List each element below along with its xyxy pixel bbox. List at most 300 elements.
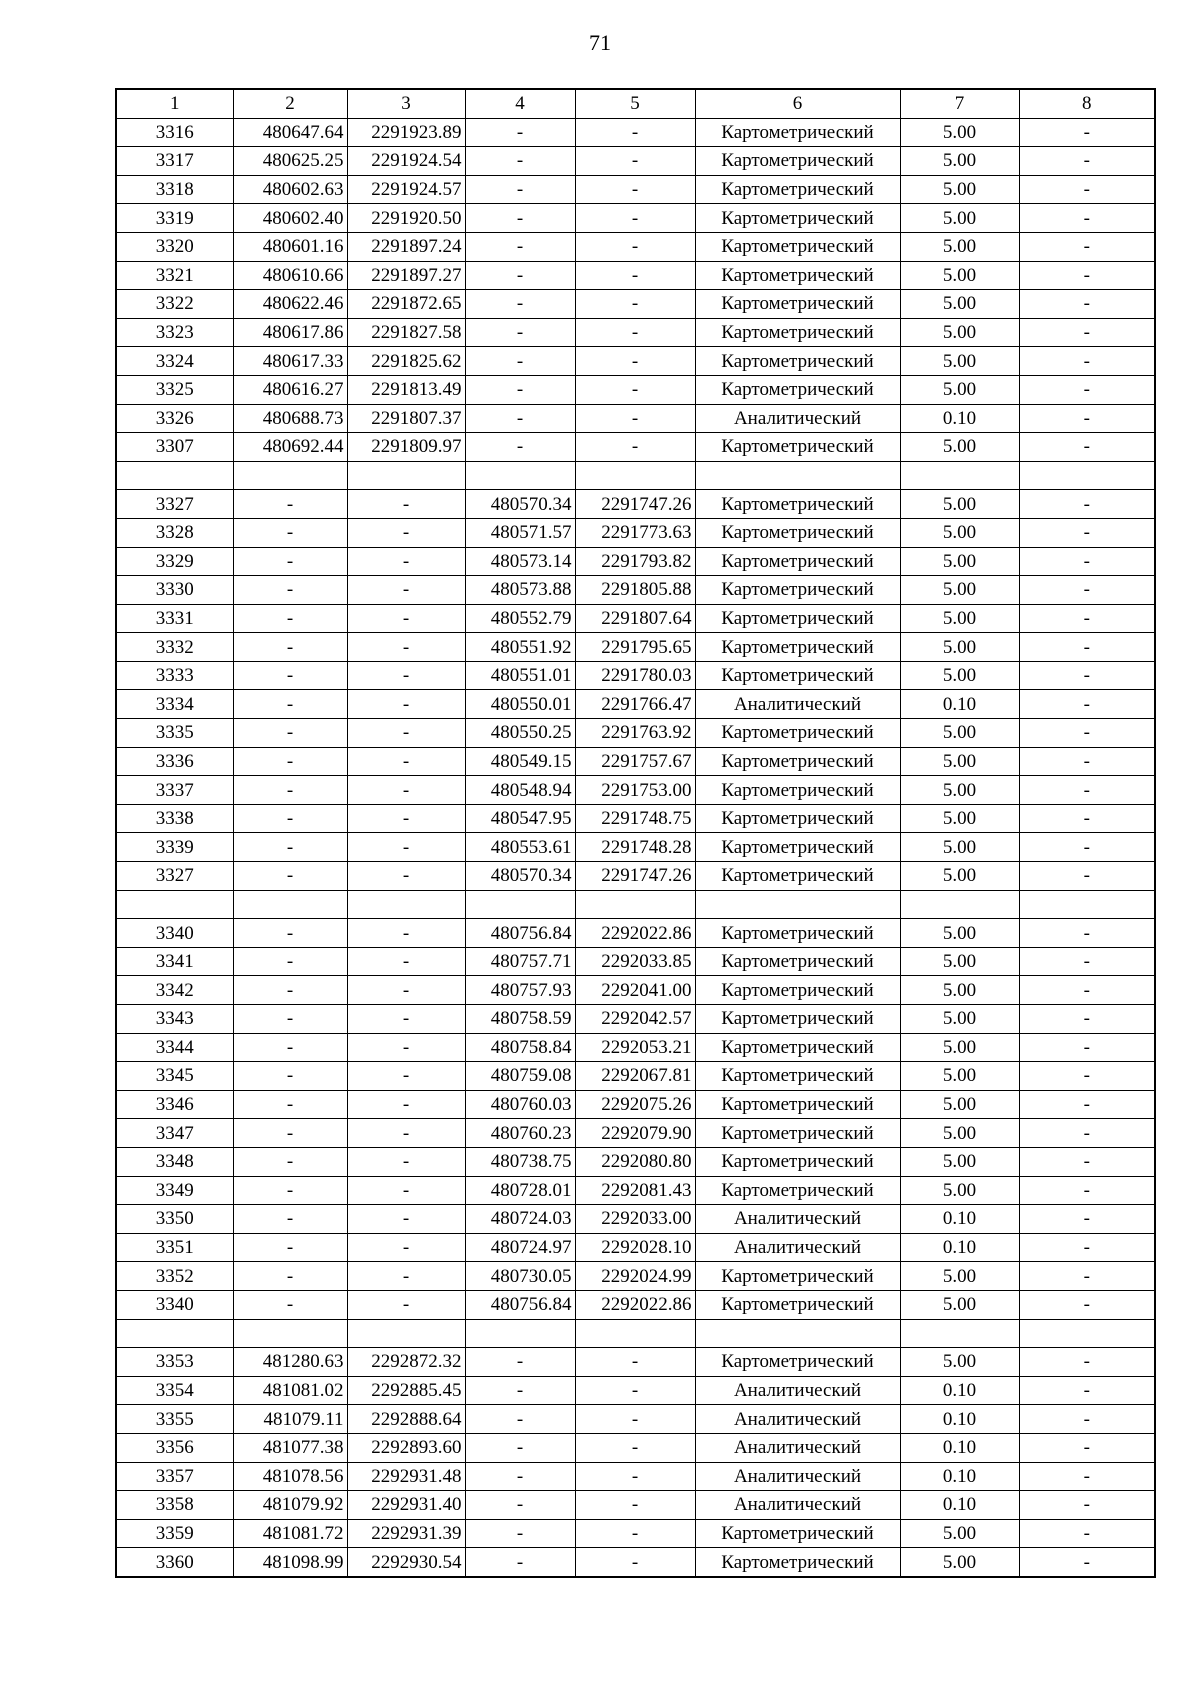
- accuracy-cell: 5.00: [900, 1348, 1019, 1377]
- y-new-cell: 2291747.26: [575, 490, 695, 519]
- y-new-cell: 2292075.26: [575, 1090, 695, 1119]
- x-coordinate-cell: 481077.38: [233, 1433, 347, 1462]
- x-coordinate-cell: -: [233, 547, 347, 576]
- method-cell: Картометрический: [695, 375, 900, 404]
- accuracy-cell: 0.10: [900, 1433, 1019, 1462]
- x-new-cell: 480571.57: [465, 518, 575, 547]
- accuracy-cell: 0.10: [900, 404, 1019, 433]
- point-number-cell: 3355: [116, 1405, 233, 1434]
- note-cell: -: [1019, 1462, 1155, 1491]
- column-header: 7: [900, 89, 1019, 118]
- accuracy-cell: 5.00: [900, 290, 1019, 319]
- x-coordinate-cell: 481079.11: [233, 1405, 347, 1434]
- table-row: [116, 747, 1155, 776]
- x-new-cell: -: [465, 204, 575, 233]
- y-coordinate-cell: 2291827.58: [347, 318, 465, 347]
- y-coordinate-cell: -: [347, 1033, 465, 1062]
- column-header: 8: [1019, 89, 1155, 118]
- x-new-cell: 480759.08: [465, 1062, 575, 1091]
- point-number-cell: 3341: [116, 947, 233, 976]
- accuracy-cell: [900, 461, 1019, 490]
- x-coordinate-cell: 480647.64: [233, 118, 347, 147]
- x-coordinate-cell: -: [233, 919, 347, 948]
- x-coordinate-cell: 480602.40: [233, 204, 347, 233]
- y-new-cell: 2292041.00: [575, 976, 695, 1005]
- table-row: [116, 490, 1155, 519]
- y-coordinate-cell: [347, 1319, 465, 1348]
- table-row: [116, 1262, 1155, 1291]
- x-new-cell: 480758.84: [465, 1033, 575, 1062]
- x-coordinate-cell: -: [233, 747, 347, 776]
- method-cell: Картометрический: [695, 433, 900, 462]
- x-coordinate-cell: -: [233, 1290, 347, 1319]
- table-row: [116, 1519, 1155, 1548]
- table-row: [116, 1062, 1155, 1091]
- method-cell: Картометрический: [695, 804, 900, 833]
- note-cell: -: [1019, 347, 1155, 376]
- x-new-cell: -: [465, 1376, 575, 1405]
- y-new-cell: 2292033.85: [575, 947, 695, 976]
- table-row: [116, 1462, 1155, 1491]
- x-coordinate-cell: 481280.63: [233, 1348, 347, 1377]
- x-coordinate-cell: -: [233, 690, 347, 719]
- y-coordinate-cell: 2291809.97: [347, 433, 465, 462]
- x-new-cell: -: [465, 433, 575, 462]
- y-new-cell: -: [575, 232, 695, 261]
- y-coordinate-cell: [347, 890, 465, 919]
- point-number-cell: 3324: [116, 347, 233, 376]
- y-new-cell: -: [575, 1462, 695, 1491]
- accuracy-cell: 5.00: [900, 547, 1019, 576]
- note-cell: -: [1019, 1090, 1155, 1119]
- note-cell: -: [1019, 1548, 1155, 1577]
- note-cell: -: [1019, 175, 1155, 204]
- method-cell: Картометрический: [695, 518, 900, 547]
- note-cell: -: [1019, 862, 1155, 891]
- x-new-cell: [465, 1319, 575, 1348]
- y-coordinate-cell: -: [347, 1233, 465, 1262]
- table-row: [116, 833, 1155, 862]
- method-cell: Картометрический: [695, 118, 900, 147]
- accuracy-cell: 5.00: [900, 1548, 1019, 1577]
- table-row: [116, 804, 1155, 833]
- accuracy-cell: 5.00: [900, 1262, 1019, 1291]
- accuracy-cell: 5.00: [900, 776, 1019, 805]
- x-new-cell: 480570.34: [465, 490, 575, 519]
- method-cell: Картометрический: [695, 833, 900, 862]
- y-coordinate-cell: -: [347, 776, 465, 805]
- column-header: 6: [695, 89, 900, 118]
- column-header: 4: [465, 89, 575, 118]
- y-new-cell: -: [575, 175, 695, 204]
- method-cell: Картометрический: [695, 1147, 900, 1176]
- table-row: [116, 232, 1155, 261]
- y-new-cell: -: [575, 261, 695, 290]
- y-new-cell: 2292024.99: [575, 1262, 695, 1291]
- note-cell: -: [1019, 1005, 1155, 1034]
- table-row: [116, 547, 1155, 576]
- accuracy-cell: 5.00: [900, 1176, 1019, 1205]
- accuracy-cell: 5.00: [900, 1119, 1019, 1148]
- table-row: [116, 1491, 1155, 1520]
- table-row: [116, 147, 1155, 176]
- method-cell: Картометрический: [695, 633, 900, 662]
- x-new-cell: -: [465, 1519, 575, 1548]
- y-coordinate-cell: -: [347, 719, 465, 748]
- method-cell: Картометрический: [695, 347, 900, 376]
- method-cell: Картометрический: [695, 976, 900, 1005]
- x-new-cell: 480760.03: [465, 1090, 575, 1119]
- x-coordinate-cell: -: [233, 833, 347, 862]
- point-number-cell: 3343: [116, 1005, 233, 1034]
- x-new-cell: -: [465, 404, 575, 433]
- x-coordinate-cell: -: [233, 1205, 347, 1234]
- note-cell: -: [1019, 833, 1155, 862]
- y-coordinate-cell: -: [347, 1262, 465, 1291]
- point-number-cell: 3332: [116, 633, 233, 662]
- accuracy-cell: 5.00: [900, 490, 1019, 519]
- x-new-cell: 480738.75: [465, 1147, 575, 1176]
- y-new-cell: 2291773.63: [575, 518, 695, 547]
- x-new-cell: 480551.01: [465, 661, 575, 690]
- point-number-cell: 3346: [116, 1090, 233, 1119]
- table-row: [116, 947, 1155, 976]
- x-coordinate-cell: -: [233, 804, 347, 833]
- y-new-cell: -: [575, 147, 695, 176]
- x-coordinate-cell: -: [233, 1005, 347, 1034]
- note-cell: -: [1019, 804, 1155, 833]
- method-cell: Картометрический: [695, 1119, 900, 1148]
- table-row: [116, 1205, 1155, 1234]
- y-new-cell: -: [575, 290, 695, 319]
- y-new-cell: -: [575, 1376, 695, 1405]
- y-coordinate-cell: -: [347, 633, 465, 662]
- y-coordinate-cell: -: [347, 833, 465, 862]
- x-new-cell: -: [465, 147, 575, 176]
- accuracy-cell: 0.10: [900, 1205, 1019, 1234]
- table-row: [116, 576, 1155, 605]
- accuracy-cell: 5.00: [900, 1062, 1019, 1091]
- table-row: [116, 1119, 1155, 1148]
- accuracy-cell: 5.00: [900, 976, 1019, 1005]
- x-coordinate-cell: -: [233, 633, 347, 662]
- y-new-cell: -: [575, 1348, 695, 1377]
- x-coordinate-cell: -: [233, 576, 347, 605]
- x-coordinate-cell: -: [233, 1033, 347, 1062]
- point-number-cell: 3333: [116, 661, 233, 690]
- x-new-cell: -: [465, 1548, 575, 1577]
- x-new-cell: 480549.15: [465, 747, 575, 776]
- note-cell: -: [1019, 1033, 1155, 1062]
- x-coordinate-cell: 480617.33: [233, 347, 347, 376]
- x-new-cell: 480548.94: [465, 776, 575, 805]
- table-row: [116, 175, 1155, 204]
- point-number-cell: 3353: [116, 1348, 233, 1377]
- note-cell: -: [1019, 118, 1155, 147]
- y-coordinate-cell: 2291924.57: [347, 175, 465, 204]
- method-cell: Аналитический: [695, 690, 900, 719]
- point-number-cell: 3327: [116, 490, 233, 519]
- x-new-cell: 480757.93: [465, 976, 575, 1005]
- y-coordinate-cell: 2291924.54: [347, 147, 465, 176]
- x-coordinate-cell: -: [233, 604, 347, 633]
- note-cell: [1019, 461, 1155, 490]
- x-new-cell: 480728.01: [465, 1176, 575, 1205]
- method-cell: Картометрический: [695, 147, 900, 176]
- y-new-cell: 2292080.80: [575, 1147, 695, 1176]
- y-new-cell: -: [575, 1491, 695, 1520]
- note-cell: -: [1019, 776, 1155, 805]
- accuracy-cell: 0.10: [900, 1405, 1019, 1434]
- point-number-cell: 3356: [116, 1433, 233, 1462]
- y-coordinate-cell: 2292893.60: [347, 1433, 465, 1462]
- x-new-cell: 480760.23: [465, 1119, 575, 1148]
- note-cell: -: [1019, 1233, 1155, 1262]
- point-number-cell: 3334: [116, 690, 233, 719]
- accuracy-cell: 5.00: [900, 1519, 1019, 1548]
- table-row: [116, 890, 1155, 919]
- y-coordinate-cell: -: [347, 690, 465, 719]
- x-new-cell: 480756.84: [465, 1290, 575, 1319]
- x-coordinate-cell: 480625.25: [233, 147, 347, 176]
- column-header: 1: [116, 89, 233, 118]
- x-coordinate-cell: -: [233, 719, 347, 748]
- y-new-cell: -: [575, 1519, 695, 1548]
- y-coordinate-cell: 2291872.65: [347, 290, 465, 319]
- x-new-cell: -: [465, 175, 575, 204]
- point-number-cell: 3316: [116, 118, 233, 147]
- y-coordinate-cell: 2292931.48: [347, 1462, 465, 1491]
- y-coordinate-cell: -: [347, 862, 465, 891]
- note-cell: -: [1019, 1205, 1155, 1234]
- note-cell: -: [1019, 1119, 1155, 1148]
- method-cell: Картометрический: [695, 1033, 900, 1062]
- note-cell: -: [1019, 1491, 1155, 1520]
- note-cell: -: [1019, 690, 1155, 719]
- x-new-cell: -: [465, 1433, 575, 1462]
- note-cell: -: [1019, 919, 1155, 948]
- method-cell: Картометрический: [695, 1062, 900, 1091]
- y-coordinate-cell: 2291923.89: [347, 118, 465, 147]
- y-coordinate-cell: -: [347, 976, 465, 1005]
- accuracy-cell: 5.00: [900, 118, 1019, 147]
- note-cell: -: [1019, 518, 1155, 547]
- note-cell: -: [1019, 719, 1155, 748]
- table-row: [116, 1090, 1155, 1119]
- point-number-cell: 3360: [116, 1548, 233, 1577]
- accuracy-cell: 5.00: [900, 318, 1019, 347]
- x-new-cell: 480573.14: [465, 547, 575, 576]
- x-coordinate-cell: 480601.16: [233, 232, 347, 261]
- point-number-cell: 3347: [116, 1119, 233, 1148]
- method-cell: Картометрический: [695, 719, 900, 748]
- point-number-cell: 3317: [116, 147, 233, 176]
- accuracy-cell: 5.00: [900, 1290, 1019, 1319]
- y-coordinate-cell: 2291807.37: [347, 404, 465, 433]
- column-header: 2: [233, 89, 347, 118]
- x-coordinate-cell: -: [233, 1176, 347, 1205]
- y-coordinate-cell: 2292931.39: [347, 1519, 465, 1548]
- page-number: 71: [589, 30, 611, 55]
- x-coordinate-cell: 480622.46: [233, 290, 347, 319]
- point-number-cell: 3329: [116, 547, 233, 576]
- x-new-cell: 480730.05: [465, 1262, 575, 1291]
- table-row: [116, 204, 1155, 233]
- method-cell: Аналитический: [695, 1462, 900, 1491]
- x-coordinate-cell: -: [233, 1233, 347, 1262]
- x-new-cell: -: [465, 1462, 575, 1491]
- x-coordinate-cell: -: [233, 1119, 347, 1148]
- note-cell: -: [1019, 747, 1155, 776]
- accuracy-cell: 0.10: [900, 1462, 1019, 1491]
- y-coordinate-cell: 2291897.24: [347, 232, 465, 261]
- note-cell: -: [1019, 576, 1155, 605]
- method-cell: [695, 890, 900, 919]
- y-coordinate-cell: -: [347, 661, 465, 690]
- y-coordinate-cell: -: [347, 747, 465, 776]
- x-new-cell: 480552.79: [465, 604, 575, 633]
- y-coordinate-cell: -: [347, 490, 465, 519]
- point-number-cell: 3342: [116, 976, 233, 1005]
- accuracy-cell: 5.00: [900, 1033, 1019, 1062]
- y-coordinate-cell: -: [347, 1290, 465, 1319]
- method-cell: Картометрический: [695, 204, 900, 233]
- y-new-cell: 2292033.00: [575, 1205, 695, 1234]
- point-number-cell: 3331: [116, 604, 233, 633]
- point-number-cell: [116, 461, 233, 490]
- table-row: [116, 1033, 1155, 1062]
- table-row: [116, 461, 1155, 490]
- x-coordinate-cell: -: [233, 976, 347, 1005]
- note-cell: -: [1019, 1405, 1155, 1434]
- note-cell: -: [1019, 261, 1155, 290]
- x-new-cell: -: [465, 1491, 575, 1520]
- y-coordinate-cell: -: [347, 547, 465, 576]
- point-number-cell: 3307: [116, 433, 233, 462]
- accuracy-cell: 5.00: [900, 1090, 1019, 1119]
- table-row: [116, 318, 1155, 347]
- point-number-cell: 3351: [116, 1233, 233, 1262]
- method-cell: Картометрический: [695, 1090, 900, 1119]
- x-new-cell: 480550.01: [465, 690, 575, 719]
- note-cell: -: [1019, 547, 1155, 576]
- note-cell: -: [1019, 1433, 1155, 1462]
- y-new-cell: 2291753.00: [575, 776, 695, 805]
- table-row: [116, 661, 1155, 690]
- y-new-cell: 2291793.82: [575, 547, 695, 576]
- accuracy-cell: 0.10: [900, 1491, 1019, 1520]
- y-coordinate-cell: -: [347, 1119, 465, 1148]
- y-coordinate-cell: 2291920.50: [347, 204, 465, 233]
- point-number-cell: 3323: [116, 318, 233, 347]
- note-cell: -: [1019, 1348, 1155, 1377]
- method-cell: Картометрический: [695, 290, 900, 319]
- y-new-cell: [575, 461, 695, 490]
- method-cell: Картометрический: [695, 919, 900, 948]
- coordinates-table: [115, 88, 1156, 1578]
- table-row: [116, 433, 1155, 462]
- accuracy-cell: 5.00: [900, 518, 1019, 547]
- method-cell: Картометрический: [695, 175, 900, 204]
- method-cell: Картометрический: [695, 576, 900, 605]
- method-cell: Аналитический: [695, 1405, 900, 1434]
- table-row: [116, 690, 1155, 719]
- y-coordinate-cell: -: [347, 1090, 465, 1119]
- accuracy-cell: 5.00: [900, 261, 1019, 290]
- point-number-cell: 3338: [116, 804, 233, 833]
- y-coordinate-cell: -: [347, 604, 465, 633]
- point-number-cell: 3320: [116, 232, 233, 261]
- table-row: [116, 1405, 1155, 1434]
- point-number-cell: [116, 1319, 233, 1348]
- y-coordinate-cell: -: [347, 1176, 465, 1205]
- note-cell: -: [1019, 976, 1155, 1005]
- point-number-cell: [116, 890, 233, 919]
- table-row: [116, 633, 1155, 662]
- accuracy-cell: 0.10: [900, 690, 1019, 719]
- accuracy-cell: 5.00: [900, 175, 1019, 204]
- x-new-cell: -: [465, 1348, 575, 1377]
- x-new-cell: 480553.61: [465, 833, 575, 862]
- accuracy-cell: 5.00: [900, 604, 1019, 633]
- point-number-cell: 3359: [116, 1519, 233, 1548]
- x-coordinate-cell: 480692.44: [233, 433, 347, 462]
- y-coordinate-cell: -: [347, 1205, 465, 1234]
- table-row: [116, 347, 1155, 376]
- x-coordinate-cell: -: [233, 1062, 347, 1091]
- x-coordinate-cell: [233, 1319, 347, 1348]
- accuracy-cell: 0.10: [900, 1376, 1019, 1405]
- accuracy-cell: 5.00: [900, 747, 1019, 776]
- method-cell: Картометрический: [695, 318, 900, 347]
- note-cell: -: [1019, 318, 1155, 347]
- table-row: [116, 604, 1155, 633]
- method-cell: Картометрический: [695, 776, 900, 805]
- y-new-cell: 2292022.86: [575, 919, 695, 948]
- point-number-cell: 3326: [116, 404, 233, 433]
- accuracy-cell: 5.00: [900, 833, 1019, 862]
- y-new-cell: -: [575, 347, 695, 376]
- table-body: [116, 118, 1155, 1577]
- table-row: [116, 261, 1155, 290]
- table-row: [116, 776, 1155, 805]
- accuracy-cell: 5.00: [900, 147, 1019, 176]
- point-number-cell: 3322: [116, 290, 233, 319]
- x-coordinate-cell: -: [233, 862, 347, 891]
- x-coordinate-cell: 481078.56: [233, 1462, 347, 1491]
- point-number-cell: 3354: [116, 1376, 233, 1405]
- x-coordinate-cell: 481098.99: [233, 1548, 347, 1577]
- method-cell: Картометрический: [695, 604, 900, 633]
- method-cell: Картометрический: [695, 947, 900, 976]
- point-number-cell: 3340: [116, 919, 233, 948]
- table-row: [116, 919, 1155, 948]
- x-new-cell: -: [465, 375, 575, 404]
- column-header: 5: [575, 89, 695, 118]
- table-row: [116, 1176, 1155, 1205]
- method-cell: Аналитический: [695, 1491, 900, 1520]
- x-new-cell: 480757.71: [465, 947, 575, 976]
- table-row: [116, 1319, 1155, 1348]
- method-cell: Картометрический: [695, 490, 900, 519]
- y-new-cell: 2291766.47: [575, 690, 695, 719]
- table-row: [116, 1005, 1155, 1034]
- point-number-cell: 3340: [116, 1290, 233, 1319]
- y-new-cell: 2291747.26: [575, 862, 695, 891]
- y-coordinate-cell: 2291897.27: [347, 261, 465, 290]
- accuracy-cell: 5.00: [900, 947, 1019, 976]
- y-new-cell: -: [575, 1548, 695, 1577]
